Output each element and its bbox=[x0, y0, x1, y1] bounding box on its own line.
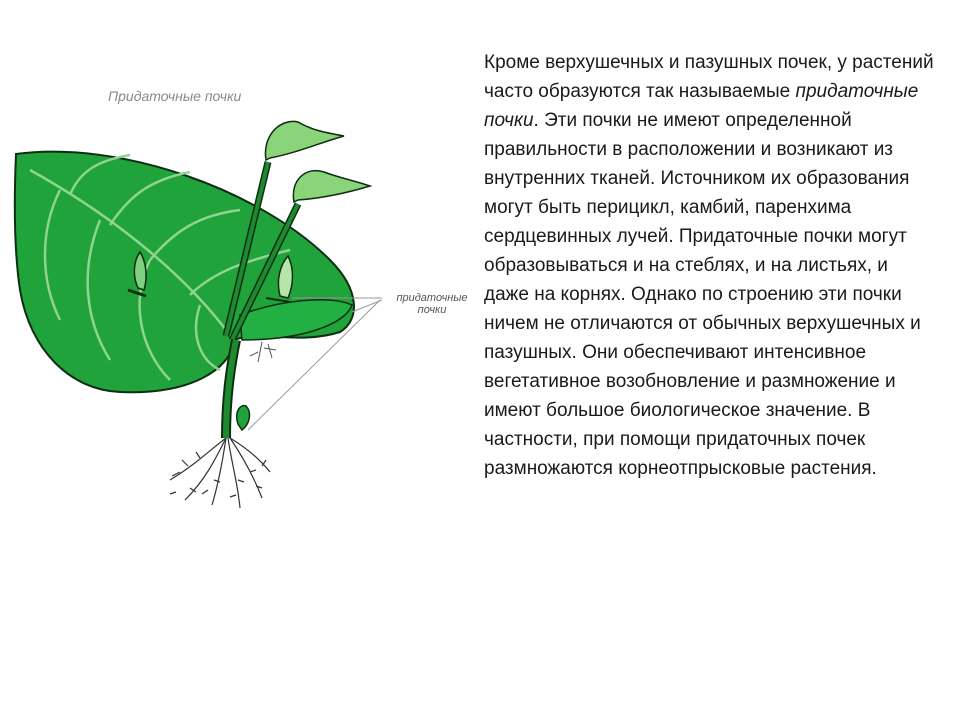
body-term-italic: придаточные почки bbox=[484, 81, 919, 131]
leaf-roots bbox=[250, 342, 276, 362]
body-text-part2: . Эти почки не имеют определенной правильности в расположении и возникают из внутренних тканей. Источником их образования могут быть перицикл, камбий, паренхима сердцевинных лучей. Придаточные почки могут образовываться и на стеблях, и на листьях, и даже на корнях. Однако по строению эти почки ничем не отличаются от обычных верхушечных и пазушных. Они обеспечивают интенсивное вегетативное возобновление и размножение и имеют большое биологическое значение. В частности, при помощи придаточных почек размножаются корнеотпрысковые растения. bbox=[484, 110, 921, 479]
young-leaf-2 bbox=[293, 171, 370, 202]
body-text-part1: Кроме верхушечных и пазушных почек, у растений часто образуются так называемые bbox=[484, 52, 934, 102]
figure-title: Придаточные почки bbox=[108, 88, 242, 104]
callout-label bbox=[382, 292, 482, 316]
callout-line2: почки bbox=[417, 304, 447, 316]
roots bbox=[170, 438, 270, 508]
callout-line1: придаточные bbox=[396, 292, 468, 304]
body-paragraph bbox=[484, 48, 936, 483]
stem-bud bbox=[237, 406, 250, 430]
young-leaf-1 bbox=[265, 121, 344, 160]
